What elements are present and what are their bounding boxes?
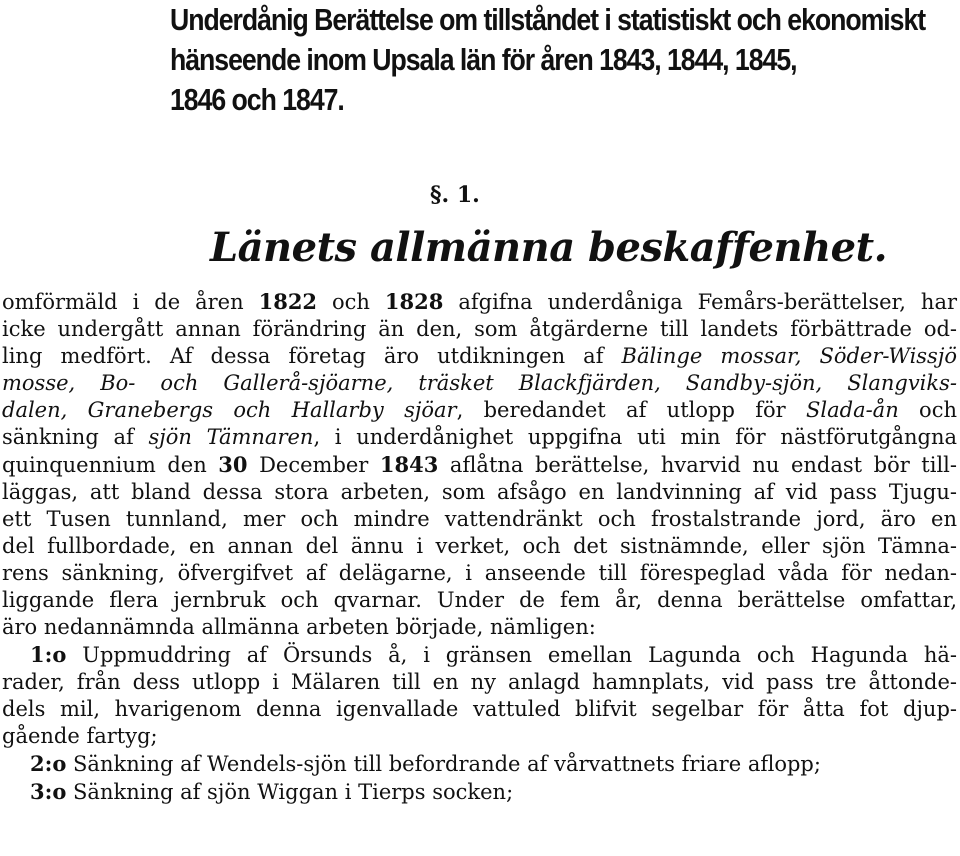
text-line: mosse, Bo- och Gallerå-sjöarne, träsket Blackfjärden, Sandby-sjön, Slangviks- xyxy=(2,371,957,395)
document-title xyxy=(170,0,926,120)
text-line: icke undergått annan förändring än den, som åtgärderne till landets förbättrade od- xyxy=(2,317,957,341)
text-line: äro nedannämnda allmänna arbeten började, nämligen: xyxy=(2,615,596,639)
text-line: quinquennium den 30 December 1843 aflåtna berättelse, hvarvid nu endast bör till- xyxy=(2,452,957,477)
text-line: dels mil, hvarigenom denna igenvallade vattuled blifvit segelbar för åtta fot djup- xyxy=(2,697,957,721)
body-text xyxy=(2,288,957,806)
text-line: liggande flera jernbruk och qvarnar. Under de fem år, denna berättelse omfattar, xyxy=(2,588,957,612)
text-line: ett Tusen tunnland, mer och mindre vattendränkt och frostalstrande jord, äro en xyxy=(2,507,957,531)
list-item: 2:o Sänkning af Wendels-sjön till befordrande af vårvattnets friare aflopp; xyxy=(30,751,821,776)
list-item: 3:o Sänkning af sjön Wiggan i Tierps socken; xyxy=(30,779,514,804)
text-line: läggas, att bland dessa stora arbeten, som afsågo en landvinning af vid pass Tjugu- xyxy=(2,480,957,504)
text-line: ling medfört. Af dessa företag äro utdikningen af Bälinge mossar, Söder-Wissjö xyxy=(2,344,957,368)
text-line: gående fartyg; xyxy=(2,724,158,748)
title-line-2: hänseende inom Upsala län för åren 1843, 1844, 1845, xyxy=(170,42,797,77)
text-line: del fullbordade, en annan del ännu i verket, och det sistnämnde, eller sjön Tämna- xyxy=(2,534,957,558)
title-line-1: Underdånig Berättelse om tillståndet i statistiskt och ekonomiskt xyxy=(170,2,926,37)
text-line: rens sänkning, öfvergifvet af delägarne, i anseende till förespeglad våda för nedan- xyxy=(2,561,957,585)
section-heading: Länets allmänna beskaffenhet. xyxy=(210,224,888,271)
text-line: rader, från dess utlopp i Mälaren till en ny anlagd hamnplats, vid pass tre åttonde- xyxy=(2,670,957,694)
text-line: omförmäld i de åren 1822 och 1828 afgifna underdåniga Femårs-berättelser, har xyxy=(2,289,957,314)
title-line-3: 1846 och 1847. xyxy=(170,82,344,117)
list-item: 1:o Uppmuddring af Örsunds å, i gränsen emellan Lagunda och Hagunda hä- xyxy=(30,642,957,667)
text-line: sänkning af sjön Tämnaren, i underdånighet uppgifna uti min för nästförutgångna xyxy=(2,425,957,449)
text-line: dalen, Granebergs och Hallarby sjöar, beredandet af utlopp för Slada-ån och xyxy=(2,398,957,422)
section-number: §. 1. xyxy=(430,182,480,208)
